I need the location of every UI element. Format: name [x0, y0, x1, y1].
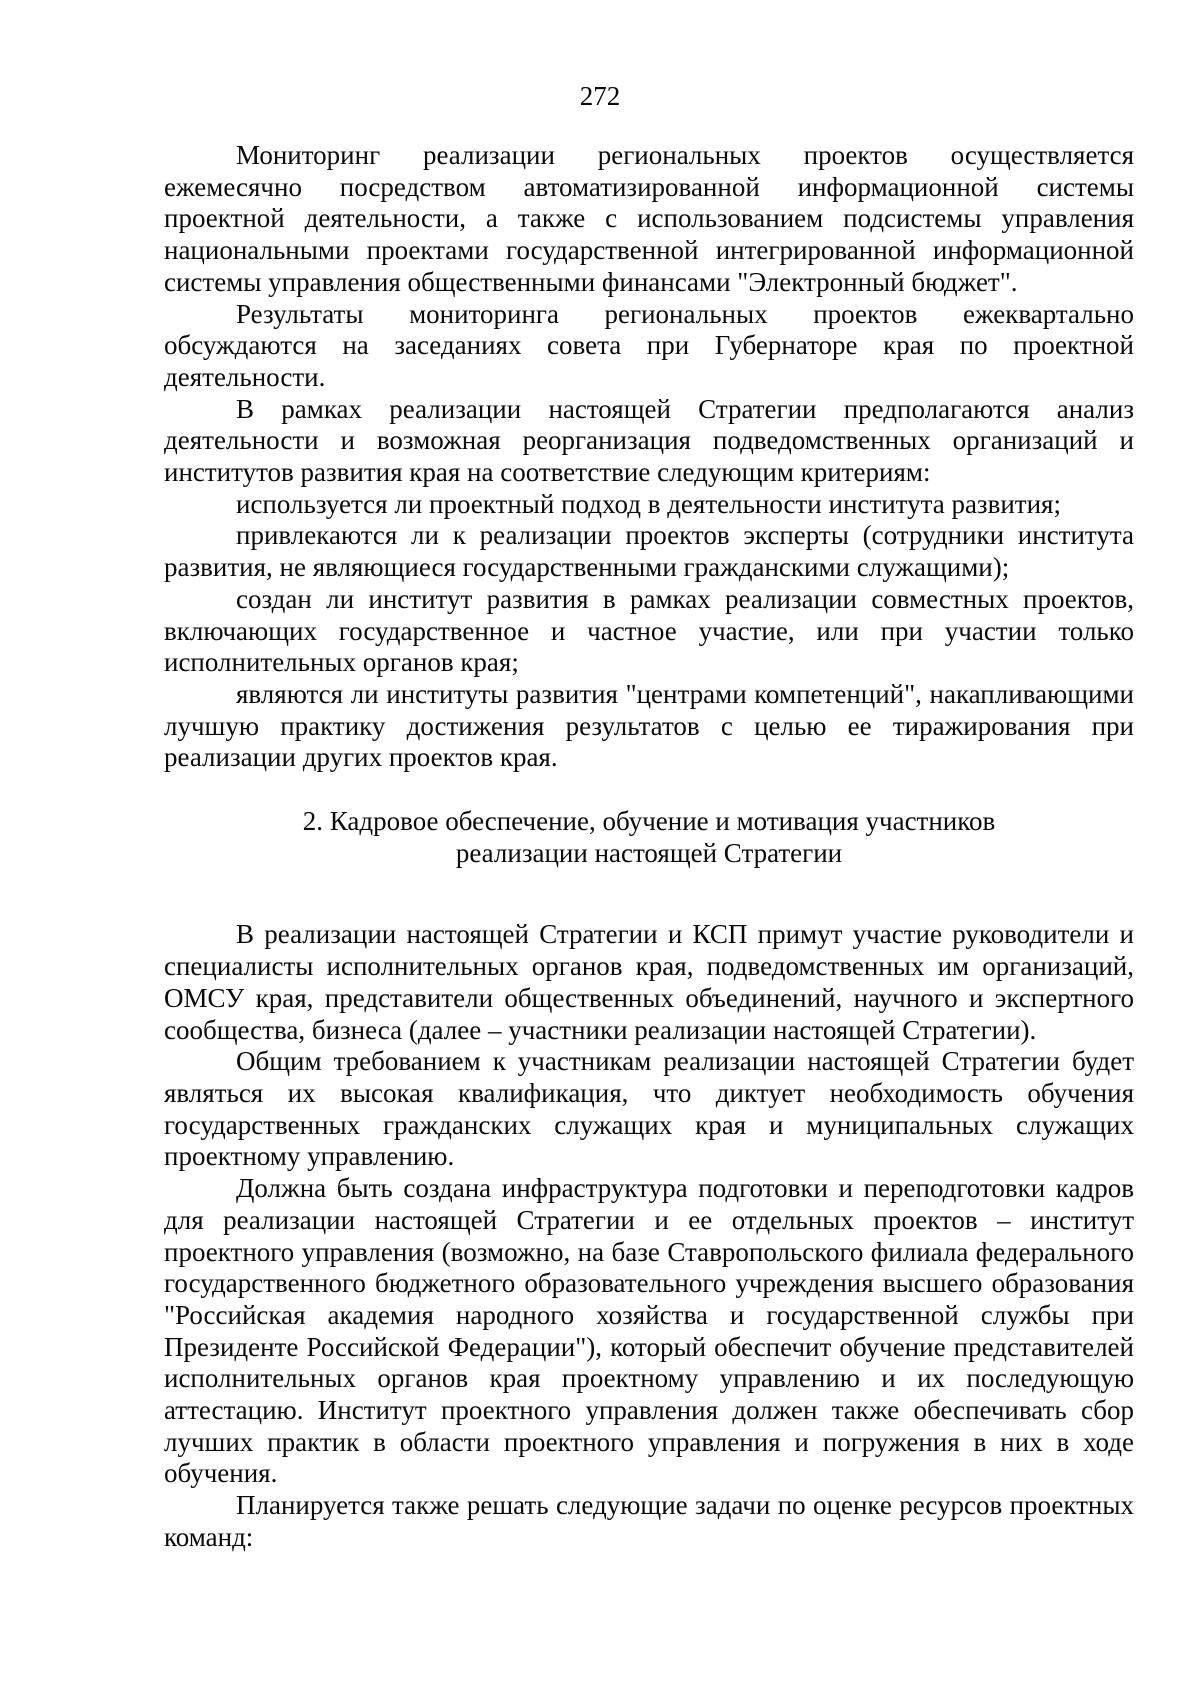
paragraph-planned-tasks: Планируется также решать следующие задачи по оценке ресурсов проектных команд: — [164, 1490, 1134, 1552]
section-heading-line-2: реализации настоящей Стратегии — [455, 837, 843, 868]
criterion-experts: привлекаются ли к реализации проектов эксперты (сотрудники института развития, не являющиеся государственными гражданскими служащими); — [164, 520, 1134, 583]
page-number: 272 — [579, 81, 621, 111]
paragraph-monitoring-system: Мониторинг реализации региональных проектов осуществляется ежемесячно посредством автоматизированной информационной системы проектной деятельности, а также с использованием подсистемы управления национальными проектами государственной интегрированной информационной системы управления общественными финансами "Электронный бюджет". — [164, 140, 1134, 297]
paragraph-participants: В реализации настоящей Стратегии и КСП примут участие руководители и специалисты исполнительных органов края, подведомственных им организаций, ОМСУ края, представители общественных объединений, научного и экспертного сообщества, бизнеса (далее – участники реализации настоящей Стратегии). — [164, 919, 1134, 1045]
criterion-joint-projects: создан ли институт развития в рамках реализации совместных проектов, включающих государственное и частное участие, или при участии только исполнительных органов края; — [164, 583, 1134, 678]
paragraph-qualification: Общим требованием к участникам реализации настоящей Стратегии будет являться их высокая квалификация, что диктует необходимость обучения государственных гражданских служащих края и муниципальных служащих проектному управлению. — [164, 1046, 1134, 1172]
section-heading-line-1: 2. Кадровое обеспечение, обучение и мотивация участников — [302, 806, 996, 837]
paragraph-training-infrastructure: Должна быть создана инфраструктура подготовки и переподготовки кадров для реализации настоящей Стратегии и ее отдельных проектов – институт проектного управления (возможно, на базе Ставропольского филиала федерального государственного бюджетного образовательного учреждения высшего образования "Российская академия народного хозяйства и государственной службы при Президенте Российской Федерации"), который обеспечит обучение представителей исполнительных органов края проектному управлению и их последующую аттестацию. Институт проектного управления должен также обеспечивать сбор лучших практик в области проектного управления и погружения в них в ходе обучения. — [164, 1173, 1134, 1489]
paragraph-monitoring-results: Результаты мониторинга региональных проектов ежеквартально обсуждаются на заседаниях совета при Губернаторе края по проектной деятельности. — [164, 298, 1134, 392]
criterion-competence-centers: являются ли институты развития "центрами компетенций", накапливающими лучшую практику достижения результатов с целью ее тиражирования при реализации других проектов края. — [164, 678, 1134, 773]
document-body — [164, 140, 1134, 1554]
paragraph-reorganization-criteria: В рамках реализации настоящей Стратегии предполагаются анализ деятельности и возможная реорганизация подведомственных организаций и институтов развития края на соответствие следующим критериям: — [164, 393, 1134, 488]
section-heading — [164, 806, 1134, 869]
criterion-project-approach: используется ли проектный подход в деятельности института развития; — [236, 488, 1061, 519]
